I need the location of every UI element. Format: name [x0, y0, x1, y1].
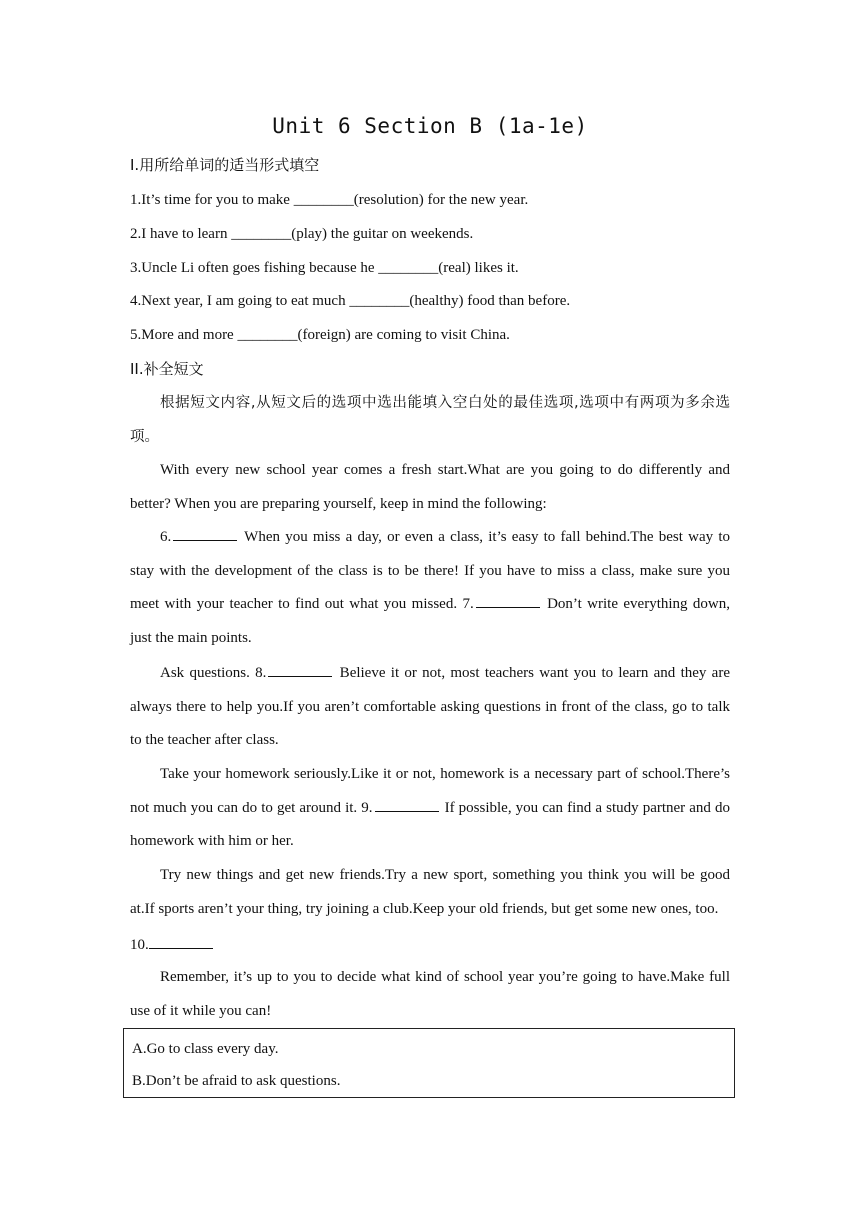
- question-3-text: 3.Uncle Li often goes fishing because he: [130, 260, 379, 276]
- passage-paragraph-6: Remember, it’s up to you to decide what kind of school year you’re going to have.Make full use of it while you can!: [130, 969, 730, 1019]
- question-1-hint: (resolution) for the new year.: [353, 192, 529, 208]
- question-3: [130, 257, 730, 279]
- blank-6: [173, 525, 237, 541]
- option-b: B.Don’t be afraid to ask questions.: [132, 1073, 341, 1089]
- passage-paragraph-3-start: Ask questions. 8.: [160, 665, 267, 681]
- passage-paragraph-5-text: Try new things and get new friends.Try a new sport, something you think you will be good at.If sports aren’t your thing, try joining a club.Keep your old friends, but get some new ones, too.: [130, 867, 730, 917]
- part1-heading: I.用所给单词的适当形式填空: [130, 156, 320, 174]
- question-2-text: 2.I have to learn: [130, 226, 232, 242]
- blank-10-line: [130, 933, 730, 956]
- passage-paragraph-2: [130, 521, 730, 656]
- passage-paragraph-4: [130, 758, 730, 859]
- blank-1: ________: [293, 192, 354, 208]
- blank-10-number: 10.: [130, 937, 149, 953]
- passage-paragraph-3: [130, 657, 730, 758]
- question-2-hint: (play) the guitar on weekends.: [291, 226, 474, 242]
- blank-8: [268, 661, 332, 677]
- question-4-hint: (healthy) food than before.: [409, 293, 571, 309]
- passage-paragraph-4-start: Take your homework seriously.Like it or not, homework is a necessary part of school.There’s not much you can do to get around it. 9.: [130, 766, 730, 816]
- passage-paragraph-1: With every new school year comes a fresh start.What are you going to do differently and better? When you are preparing yourself, keep in mind the following:: [130, 462, 730, 512]
- question-4: [130, 290, 730, 312]
- question-5: [130, 324, 730, 346]
- question-5-hint: (foreign) are coming to visit China.: [297, 327, 510, 343]
- blank-4: ________: [349, 293, 410, 309]
- passage-paragraph-4-text: If possible, you can find a study partner and do homework with him or her.: [130, 799, 730, 850]
- blank-10: [149, 933, 213, 949]
- passage-paragraph-5: [130, 859, 730, 926]
- options-box: [123, 1028, 735, 1098]
- blank-3: ________: [378, 260, 439, 276]
- blank-7: [476, 592, 540, 608]
- part2-heading: II.补全短文: [130, 360, 204, 378]
- blank-5: ________: [237, 327, 298, 343]
- question-5-text: 5.More and more: [130, 327, 238, 343]
- part2-instruction: 根据短文内容,从短文后的选项中选出能填入空白处的最佳选项,选项中有两项为多余选项。: [130, 395, 730, 445]
- question-2: [130, 223, 730, 245]
- question-1-text: 1.It’s time for you to make: [130, 192, 294, 208]
- question-4-text: 4.Next year, I am going to eat much: [130, 293, 350, 309]
- page-title: Unit 6 Section B (1a-1e): [272, 114, 588, 138]
- question-1: [130, 189, 730, 211]
- blank-9: [375, 796, 439, 812]
- passage-paragraph-3-text: Believe it or not, most teachers want you to learn and they are always there to help you.If you aren’t comfortable asking questions in front of the class, go to talk to the teacher after class.: [130, 665, 730, 749]
- question-3-hint: (real) likes it.: [438, 260, 519, 276]
- passage-paragraph-2-end: Don’t write everything down, just the main points.: [130, 596, 730, 647]
- blank-2: ________: [231, 226, 292, 242]
- option-a: A.Go to class every day.: [132, 1041, 279, 1057]
- blank-6-number: 6.: [160, 529, 172, 545]
- passage-paragraph-2-text: When you miss a day, or even a class, it’s easy to fall behind.The best way to stay with the development of the class is to be there! If you have to miss a class, make sure you meet with your teacher to find out what you missed. 7.: [130, 529, 730, 613]
